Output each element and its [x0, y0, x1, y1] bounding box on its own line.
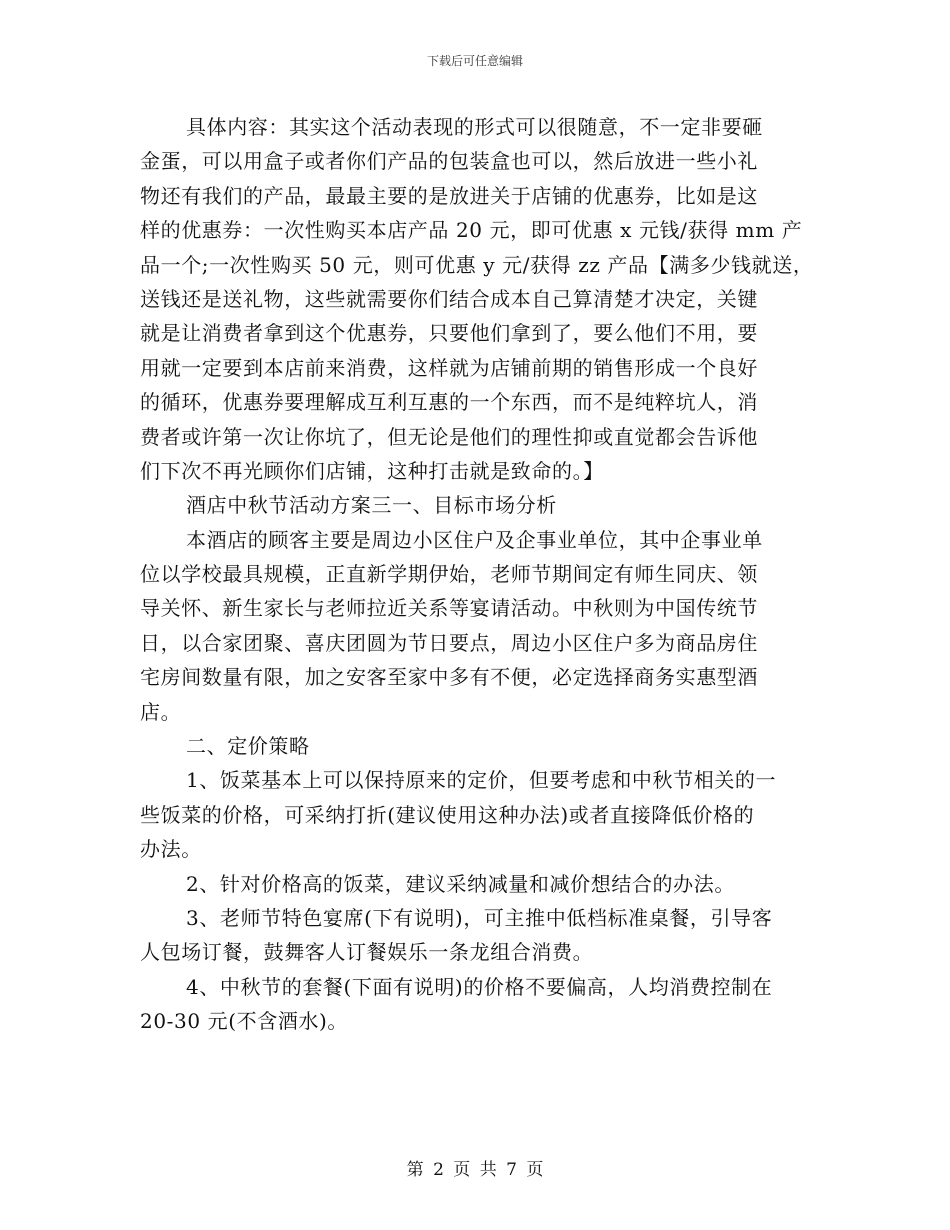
text-line: 用就一定要到本店前来消费，这样就为店铺前期的销售形成一个良好 [140, 355, 758, 380]
text-line: 4、中秋节的套餐(下面有说明)的价格不要偏高，人均消费控制在 [186, 974, 773, 999]
text-line: 具体内容：其实这个活动表现的形式可以很随意，不一定非要砸 [186, 115, 763, 139]
text-line: 2、针对价格高的饭菜，建议采纳减量和减价想结合的办法。 [186, 871, 735, 896]
page-header: 下载后可任意编辑 [426, 54, 523, 68]
text-line: 位以学校最具规模，正直新学期伊始，老师节期间定有师生同庆、领 [140, 562, 758, 587]
text-line: 些饭菜的价格，可采纳打折(建议使用这种办法)或者直接降低价格的 [140, 802, 755, 827]
text-line: 本酒店的顾客主要是周边小区住户及企事业单位，其中企事业单 [186, 527, 763, 552]
text-line: 就是让消费者拿到这个优惠券，只要他们拿到了，要么他们不用，要 [140, 321, 758, 346]
text-line: 办法。 [140, 837, 202, 862]
text-line: 1、饭菜基本上可以保持原来的定价，但要考虑和中秋节相关的一 [186, 768, 777, 793]
text-line: 宅房间数量有限，加之安客至家中多有不便，必定选择商务实惠型酒 [140, 665, 758, 690]
section-heading: 酒店中秋节活动方案三一、目标市场分析 [186, 493, 557, 518]
text-line: 店。 [140, 699, 182, 724]
text-line: 日，以合家团聚、喜庆团圆为节日要点，周边小区住户多为商品房住 [140, 630, 758, 655]
text-line: 物还有我们的产品，最最主要的是放进关于店铺的优惠券，比如是这 [140, 183, 758, 208]
text-line: 20-30 元(不含酒水)。 [140, 1009, 349, 1034]
section-heading: 二、定价策略 [186, 734, 310, 759]
text-line: 3、老师节特色宴席(下有说明)，可主推中低档标准桌餐，引导客 [186, 905, 773, 930]
text-line: 送钱还是送礼物，这些就需要你们结合成本自己算清楚才决定，关键 [140, 286, 758, 311]
text-line: 人包场订餐，鼓舞客人订餐娱乐一条龙组合消费。 [140, 940, 594, 965]
text-line: 的循环，优惠券要理解成互利互惠的一个东西，而不是纯粹坑人，消 [140, 390, 758, 415]
text-line: 导关怀、新生家长与老师拉近关系等宴请活动。中秋则为中国传统节 [140, 596, 758, 621]
page-number: 第 2 页 共 7 页 [406, 1160, 544, 1180]
text-line: 费者或许第一次让你坑了，但无论是他们的理性抑或直觉都会告诉他 [140, 424, 758, 449]
text-line: 品一个;一次性购买 50 元，则可优惠 y 元/获得 zz 产品【满多少钱就送， [140, 252, 814, 277]
document-body [140, 110, 830, 1039]
text-line: 金蛋，可以用盒子或者你们产品的包装盒也可以，然后放进一些小礼 [140, 149, 758, 174]
text-line: 们下次不再光顾你们店铺，这种打击就是致命的。】 [140, 458, 604, 483]
text-line: 样的优惠券：一次性购买本店产品 20 元，即可优惠 x 元钱/获得 mm 产 [140, 218, 803, 243]
